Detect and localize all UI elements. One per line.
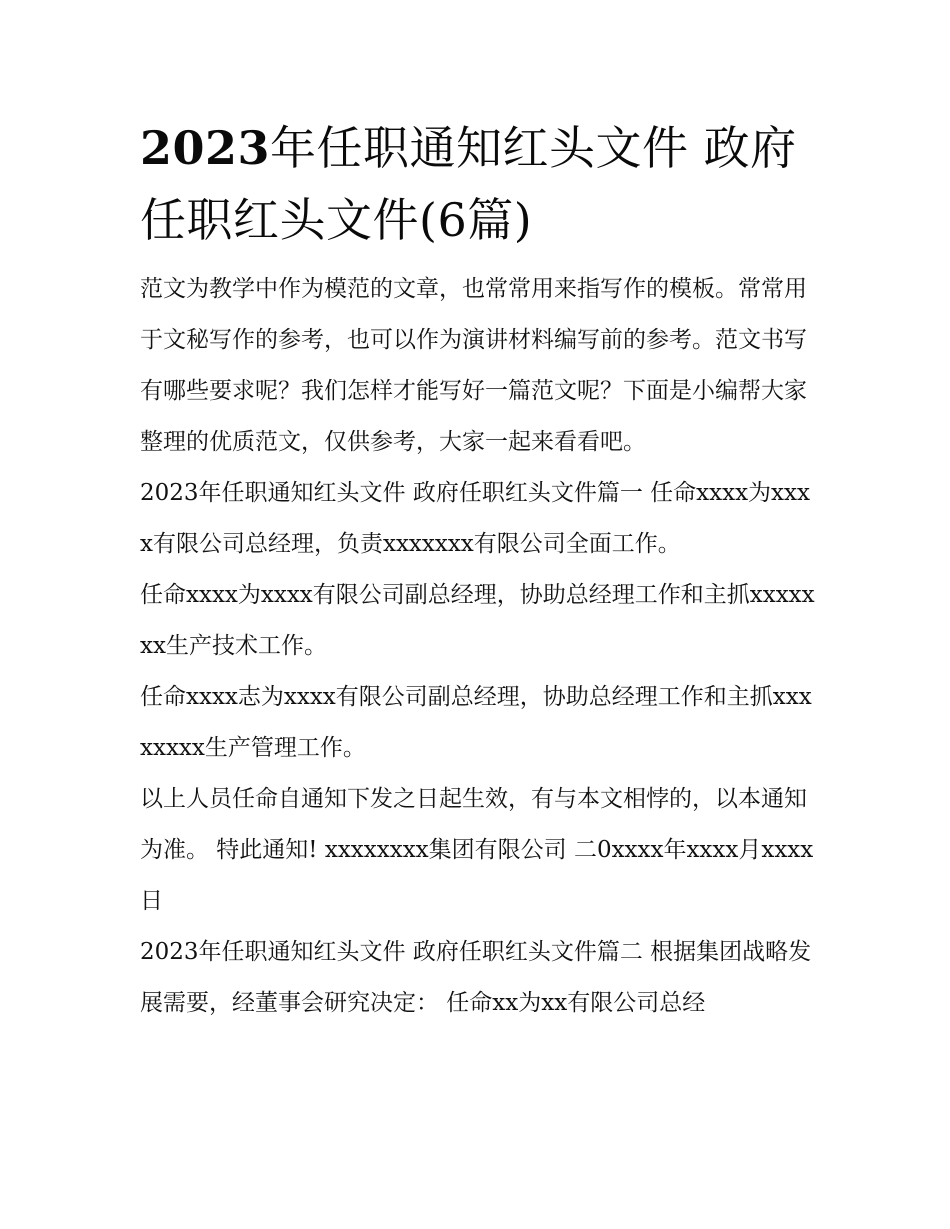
- paragraph-appointment-1: 2023年任职通知红头文件 政府任职红头文件篇一 任命xxxx为xxxx有限公司总经理，负责xxxxxxx有限公司全面工作。: [140, 480, 810, 557]
- title-text: 年任职通知红头文件 政府任职红头文件(6篇): [140, 121, 797, 247]
- paragraph-intro: 范文为教学中作为模范的文章，也常常用来指写作的模板。常常用于文秘写作的参考，也可以作为演讲材料编写前的参考。范文书写有哪些要求呢？我们怎样才能写好一篇范文呢？下面是小编帮大家整理的优质范文，仅供参考，大家一起来看看吧。: [140, 276, 807, 455]
- paragraph-appointment-2: 任命xxxx为xxxx有限公司副总经理，协助总经理工作和主抓xxxxxxx生产技术工作。: [140, 582, 815, 659]
- title-year: 2023: [140, 121, 271, 175]
- paragraph-notice-closing: 以上人员任命自通知下发之日起生效，有与本文相悖的，以本通知为准。 特此通知! xxxxxxxx集团有限公司 二0xxxx年xxxx月xxxx日: [140, 786, 814, 914]
- paragraph-appointment-3: 任命xxxx志为xxxx有限公司副总经理，协助总经理工作和主抓xxxxxxxx生产管理工作。: [140, 684, 812, 761]
- paragraph-section-2: 2023年任职通知红头文件 政府任职红头文件篇二 根据集团战略发展需要，经董事会研究决定： 任命xx为xx有限公司总经: [140, 939, 812, 1016]
- document-title: [140, 112, 820, 256]
- document-body: [140, 112, 820, 1029]
